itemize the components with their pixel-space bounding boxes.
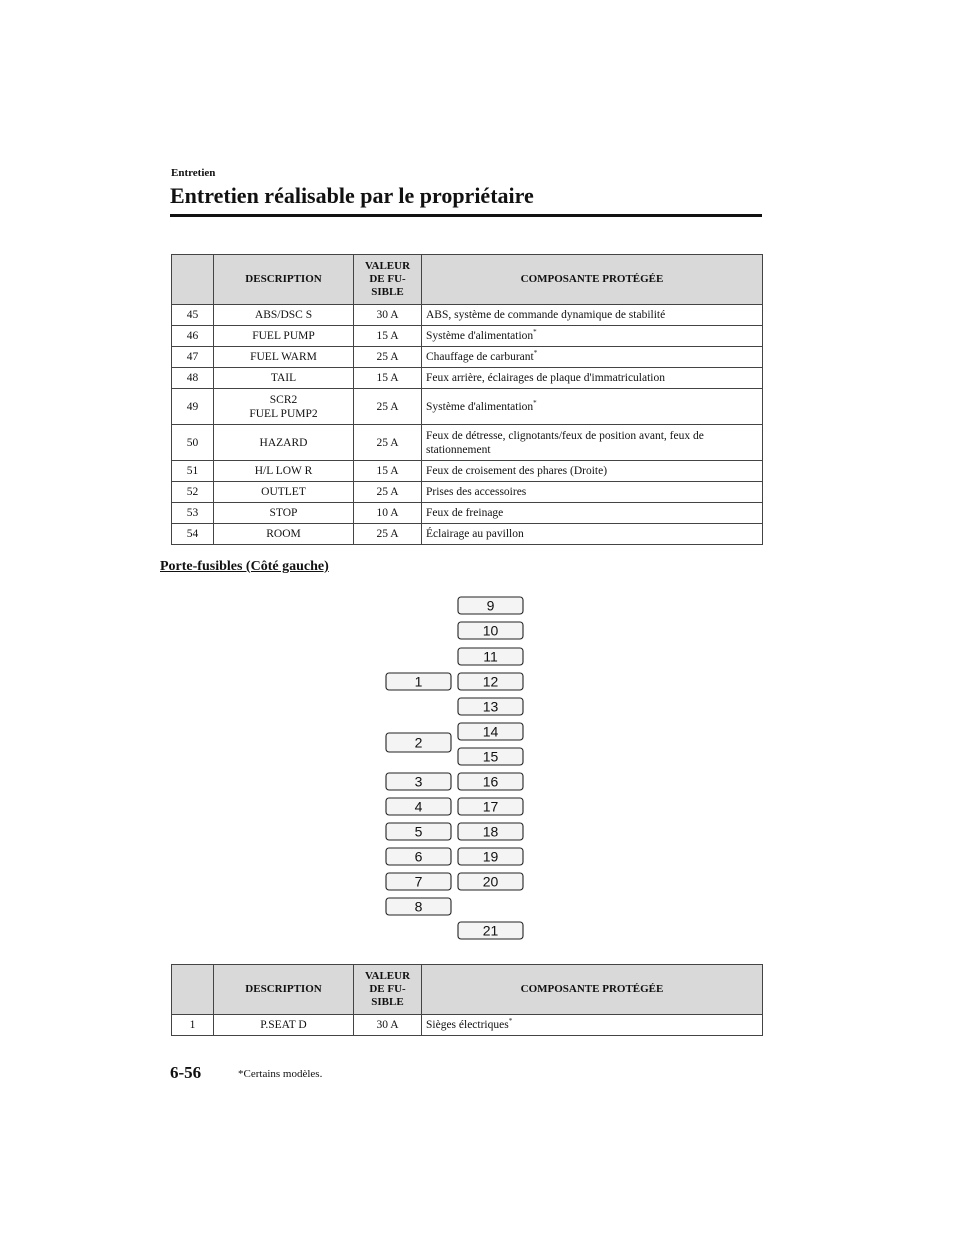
table-header-row [172, 965, 763, 1015]
fuse-description: ROOM [214, 524, 354, 545]
footnote-star: * [508, 1017, 513, 1026]
column-header-protected-component: COMPOSANTE PROTÉGÉE [422, 255, 763, 305]
fuse-description: FUEL WARM [214, 347, 354, 368]
fuse-slot-11 [458, 648, 523, 665]
fuse-value: 25 A [354, 347, 422, 368]
column-header-number [172, 255, 214, 305]
fuse-slot-label: 18 [482, 823, 499, 840]
component-text: ABS, système de commande dynamique de stabilité [426, 309, 666, 321]
fuse-number: 47 [172, 347, 214, 368]
component-text: Feux de croisement des phares (Droite) [426, 465, 608, 477]
fuse-value: 25 A [354, 425, 422, 461]
table-row [172, 503, 763, 524]
fuse-value: 30 A [354, 305, 422, 326]
title-rule [170, 214, 762, 217]
table-row [172, 524, 763, 545]
table-row [172, 425, 763, 461]
fuse-value: 15 A [354, 461, 422, 482]
fuse-number: 48 [172, 368, 214, 389]
table-row [172, 461, 763, 482]
fuse-number: 51 [172, 461, 214, 482]
fuse-table-right-side [171, 254, 763, 545]
fuse-value: 15 A [354, 368, 422, 389]
fuse-slot-17 [458, 798, 523, 815]
fuse-description: FUEL PUMP [214, 326, 354, 347]
fuse-number: 50 [172, 425, 214, 461]
fuse-number: 53 [172, 503, 214, 524]
fuse-slot-label: 7 [414, 873, 423, 890]
fuse-slot-label: 19 [482, 848, 499, 865]
fuse-slot-label: 20 [482, 873, 499, 890]
fuse-description: HAZARD [214, 425, 354, 461]
component-text: Système d'alimentation [426, 330, 534, 342]
table-row [172, 368, 763, 389]
fuse-table-left-side [171, 964, 763, 1036]
fuse-slot-label: 12 [482, 673, 499, 690]
fuse-value: 25 A [354, 482, 422, 503]
fuse-slot-1 [386, 673, 451, 690]
table-row [172, 1015, 763, 1036]
section-label: Entretien [171, 167, 216, 179]
page-title: Entretien réalisable par le propriétaire [170, 183, 534, 208]
protected-component [422, 389, 763, 425]
fuse-description: SCR2 FUEL PUMP2 [214, 389, 354, 425]
fuse-block-diagram [380, 592, 530, 944]
fuse-slot-label: 5 [414, 823, 423, 840]
table-header-row [172, 255, 763, 305]
fuse-slot-8 [386, 898, 451, 915]
protected-component [422, 326, 763, 347]
section-subheading: Porte-fusibles (Côté gauche) [160, 559, 329, 574]
component-text: Éclairage au pavillon [426, 528, 524, 540]
fuse-value: 25 A [354, 524, 422, 545]
fuse-number: 45 [172, 305, 214, 326]
protected-component [422, 482, 763, 503]
fuse-slot-label: 6 [414, 848, 423, 865]
fuse-slot-label: 16 [482, 773, 499, 790]
table-row [172, 482, 763, 503]
component-text: Prises des accessoires [426, 486, 527, 498]
fuse-slot-3 [386, 773, 451, 790]
table-row [172, 326, 763, 347]
fuse-slot-label: 17 [482, 798, 499, 815]
fuse-number: 49 [172, 389, 214, 425]
component-text: Feux de freinage [426, 507, 504, 519]
fuse-slot-9 [458, 597, 523, 614]
protected-component [422, 524, 763, 545]
fuse-value: 10 A [354, 503, 422, 524]
fuse-slot-13 [458, 698, 523, 715]
fuse-description: TAIL [214, 368, 354, 389]
fuse-slot-19 [458, 848, 523, 865]
column-header-fuse-value: VALEUR DE FU-SIBLE [354, 255, 422, 305]
fuse-description: STOP [214, 503, 354, 524]
protected-component [422, 305, 763, 326]
page-number: 6-56 [170, 1063, 202, 1082]
column-header-description: DESCRIPTION [214, 255, 354, 305]
fuse-slot-label: 11 [483, 648, 498, 665]
fuse-slot-20 [458, 873, 523, 890]
component-text: Feux de détresse, clignotants/feux de position avant, feux de stationnement [426, 429, 704, 456]
fuse-slot-12 [458, 673, 523, 690]
fuse-description: ABS/DSC S [214, 305, 354, 326]
fuse-slot-14 [458, 723, 523, 740]
fuse-number: 54 [172, 524, 214, 545]
fuse-slot-label: 14 [482, 723, 499, 740]
fuse-slot-label: 9 [486, 597, 495, 614]
component-text: Feux arrière, éclairages de plaque d'immatriculation [426, 372, 665, 384]
fuse-number: 52 [172, 482, 214, 503]
fuse-number: 1 [172, 1015, 214, 1036]
fuse-slot-7 [386, 873, 451, 890]
fuse-slot-label: 1 [414, 673, 423, 690]
fuse-slot-label: 4 [414, 798, 423, 815]
fuse-description: H/L LOW R [214, 461, 354, 482]
fuse-slot-21 [458, 922, 523, 939]
fuse-value: 30 A [354, 1015, 422, 1036]
fuse-number: 46 [172, 326, 214, 347]
component-text: Chauffage de carburant [426, 351, 534, 363]
fuse-slot-16 [458, 773, 523, 790]
column-header-fuse-value: VALEUR DE FU-SIBLE [354, 965, 422, 1015]
footnote: *Certains modèles. [238, 1068, 323, 1080]
protected-component [422, 503, 763, 524]
table-row [172, 305, 763, 326]
fuse-slot-6 [386, 848, 451, 865]
fuse-slot-label: 13 [482, 698, 499, 715]
fuse-slot-label: 10 [482, 622, 499, 639]
fuse-slot-2 [386, 733, 451, 752]
protected-component [422, 425, 763, 461]
fuse-slot-label: 21 [482, 922, 499, 939]
fuse-slot-5 [386, 823, 451, 840]
table-row [172, 389, 763, 425]
fuse-slot-label: 8 [414, 898, 423, 915]
fuse-slot-18 [458, 823, 523, 840]
fuse-slot-15 [458, 748, 523, 765]
protected-component [422, 1015, 763, 1036]
fuse-slot-4 [386, 798, 451, 815]
protected-component [422, 461, 763, 482]
fuse-slot-label: 3 [414, 773, 423, 790]
protected-component [422, 368, 763, 389]
fuse-slot-label: 15 [482, 748, 499, 765]
fuse-description: OUTLET [214, 482, 354, 503]
component-text: Système d'alimentation [426, 400, 534, 413]
table-row [172, 347, 763, 368]
column-header-description: DESCRIPTION [214, 965, 354, 1015]
fuse-slot-10 [458, 622, 523, 639]
footnote-star: * [533, 328, 537, 337]
component-text: Sièges électriques [426, 1019, 509, 1031]
fuse-description: P.SEAT D [214, 1015, 354, 1036]
fuse-value: 25 A [354, 389, 422, 425]
column-header-protected-component: COMPOSANTE PROTÉGÉE [422, 965, 763, 1015]
fuse-value: 15 A [354, 326, 422, 347]
footnote-star: * [533, 398, 537, 407]
protected-component [422, 347, 763, 368]
footnote-star: * [533, 349, 538, 358]
column-header-number [172, 965, 214, 1015]
fuse-slot-label: 2 [414, 734, 423, 751]
